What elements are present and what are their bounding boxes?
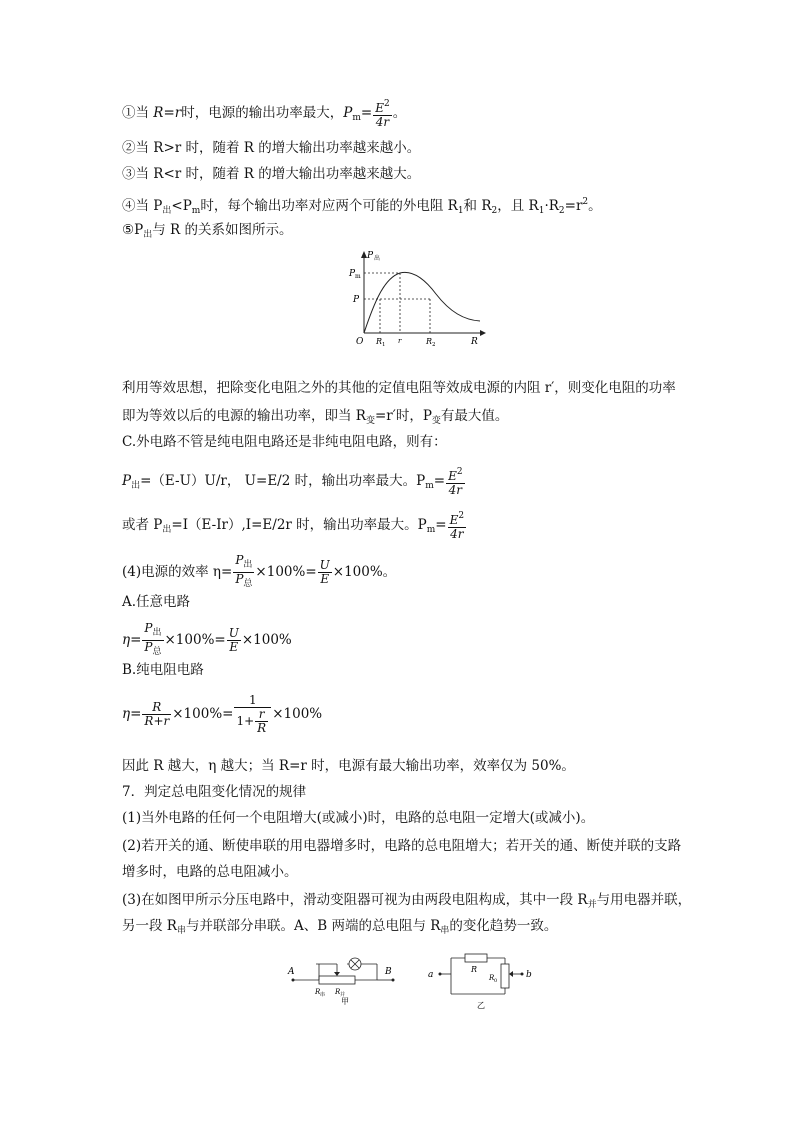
text: ，且 R	[497, 198, 539, 214]
subscript: 并	[587, 900, 597, 910]
formula-2	[122, 510, 467, 541]
denominator: R	[257, 721, 267, 735]
text: η=	[122, 706, 142, 722]
subscript: 出	[162, 525, 172, 535]
r-series-label: R	[315, 988, 321, 996]
subscript: m	[352, 113, 361, 123]
numerator: E	[375, 101, 384, 115]
subscript: 串	[440, 926, 450, 936]
section-b: B.纯电阻电路	[122, 662, 204, 678]
text: =	[433, 473, 446, 489]
r2-label: R	[426, 337, 433, 346]
r1-label: R	[376, 337, 383, 346]
numerator: E	[449, 513, 459, 527]
text: =r′时，P	[374, 408, 432, 424]
subscript: 出	[143, 230, 153, 240]
text: ×100%=	[255, 564, 317, 580]
var-R: R	[153, 105, 164, 121]
power-resistance-graph	[340, 248, 490, 348]
denominator: E	[320, 572, 330, 586]
numerator: P	[144, 621, 153, 635]
text: 与用电器并联，	[596, 892, 692, 908]
resistor-R	[465, 954, 487, 962]
terminal-B	[392, 979, 395, 982]
subscript: 2	[491, 206, 498, 216]
text: =I（E-Ir）,I=E/2r 时，输出功率最大。P	[171, 517, 427, 533]
r-parallel-label: R	[335, 988, 341, 996]
numerator: P	[235, 553, 244, 567]
subscript: 出	[131, 481, 141, 491]
power-curve	[364, 272, 480, 333]
text: ⑤P	[122, 222, 144, 238]
denominator: P	[235, 572, 244, 586]
formula-1	[122, 466, 466, 497]
fraction	[227, 627, 241, 654]
var-P: P	[122, 473, 132, 489]
item-4	[122, 192, 602, 221]
numerator: E	[448, 469, 457, 483]
text: ×100%	[272, 706, 323, 722]
slider-arrow	[509, 971, 513, 977]
var-P: P	[343, 105, 353, 121]
rheostat-R0-sub: 0	[494, 978, 498, 984]
subscript: 1	[538, 206, 545, 216]
text: =	[163, 105, 175, 121]
text: ×100%	[241, 632, 292, 648]
subscript: m	[425, 481, 434, 491]
text: ×100%。	[332, 564, 397, 580]
circuit-yi	[425, 952, 540, 1012]
text: 。	[392, 105, 407, 121]
section-a: A.任意电路	[122, 594, 191, 610]
terminal-b-label: b	[526, 970, 532, 980]
text: 时，每个输出功率对应两个可能的外电阻 R	[200, 198, 458, 214]
subscript: 出	[243, 560, 253, 570]
subscript: 总	[152, 647, 162, 657]
y-axis-label: P	[367, 251, 374, 261]
fraction	[448, 510, 467, 541]
para1-line1: 利用等效思想，把除变化电阻之外的其他的定值电阻等效成电源的内阻 r′，则变化电阻的功率	[122, 380, 676, 396]
text: 即为等效以后的电源的输出功率，即当 R	[122, 408, 366, 424]
rheostat-R0-label: R	[489, 974, 495, 982]
fraction	[446, 466, 465, 497]
subscript: 变	[431, 416, 441, 426]
efficiency-formula	[122, 554, 396, 591]
item-3: ③当 R<r 时，随着 R 的增大输出功率越来越大。	[122, 166, 421, 182]
subscript: 出	[162, 206, 172, 216]
x-axis-arrow	[480, 330, 486, 336]
p-label: P	[353, 295, 360, 305]
text: =	[360, 105, 373, 121]
rule7-title: 7．判定总电阻变化情况的规律	[122, 784, 307, 800]
text: η=	[122, 632, 142, 648]
superscript: 2	[456, 467, 463, 477]
subscript: 串	[176, 926, 186, 936]
text: =	[435, 517, 447, 533]
text: 与并联部分串联。A、B 两端的总电阻与 R	[185, 918, 441, 934]
numerator: U	[319, 558, 330, 572]
denominator: E	[229, 640, 239, 654]
subscript: 出	[152, 628, 162, 638]
efficiency-any-circuit	[122, 622, 292, 659]
nested-fraction	[255, 708, 268, 735]
text: 有最大值。	[440, 408, 509, 424]
text: 与 R 的关系如图所示。	[152, 222, 293, 238]
para1-line2	[122, 406, 508, 431]
text: 的变化趋势一致。	[449, 918, 558, 934]
terminal-a-label: a	[428, 970, 434, 980]
rule7-p2a: (2)若开关的通、断使串联的用电器增多时，电路的总电阻增大；若开关的通、断使并联的支路	[122, 838, 682, 854]
terminal-A-label: A	[288, 967, 295, 977]
caption-yi: 乙	[477, 1001, 485, 1010]
rule7-p3a	[122, 890, 691, 915]
item-2: ②当 R>r 时，随着 R 的增大输出功率越来越小。	[122, 140, 421, 156]
text: (4)电源的效率 η=	[122, 564, 233, 580]
circuit-jia	[285, 952, 405, 1010]
origin-label: O	[356, 337, 364, 347]
terminal-b	[521, 973, 524, 976]
item-5	[122, 220, 292, 245]
text: 或者 P	[122, 517, 163, 533]
r2-label-sub: 2	[432, 342, 436, 348]
var-r: r	[174, 105, 182, 121]
superscript: 2	[383, 99, 390, 109]
text: 。	[588, 198, 602, 214]
section-c: C.外电路不管是纯电阻电路还是非纯电阻电路，则有：	[122, 434, 447, 450]
subscript: 变	[365, 416, 375, 426]
denominator: P	[144, 640, 153, 654]
text: ×100%=	[172, 706, 234, 722]
text: <P	[171, 198, 192, 214]
subscript: 1	[457, 206, 464, 216]
text: ·R	[544, 198, 559, 214]
text: 和 R	[463, 198, 492, 214]
rule7-p3b	[122, 916, 557, 941]
rheostat	[319, 976, 355, 984]
denominator: 4r	[375, 115, 390, 129]
text: 另一段 R	[122, 918, 177, 934]
subscript: 总	[243, 579, 253, 589]
numerator: 1	[234, 694, 271, 708]
text: ④当 P	[122, 198, 163, 214]
pm-label-sub: m	[355, 273, 361, 280]
text: ×100%=	[164, 632, 226, 648]
fraction	[142, 622, 163, 659]
r-label: r	[398, 337, 402, 345]
subscript: m	[191, 206, 201, 216]
conclusion: 因此 R 越大，η 越大；当 R=r 时，电源有最大输出功率，效率仅为 50%。	[122, 758, 575, 774]
fraction	[233, 554, 254, 591]
text: =r	[564, 198, 583, 214]
slider-arrow	[334, 972, 340, 976]
r-series-sub: 串	[320, 992, 326, 998]
numerator: r	[258, 707, 265, 721]
text: =（E-U）U/r， U=E/2 时，输出功率最大。P	[140, 473, 426, 489]
superscript: 2	[582, 197, 589, 207]
rule7-p1: (1)当外电路的任何一个电阻增大(或减小)时，电路的总电阻一定增大(或减小)。	[122, 810, 595, 826]
fraction	[373, 98, 392, 129]
y-axis-label-sub: 出	[374, 255, 381, 262]
caption-jia: 甲	[341, 997, 349, 1006]
subscript: 2	[558, 206, 565, 216]
text: (3)在如图甲所示分压电路中，滑动变阻器可视为由两段电阻构成，其中一段 R	[122, 892, 588, 908]
numerator: U	[228, 626, 239, 640]
denominator-text: 1+	[236, 714, 255, 728]
fraction	[234, 694, 271, 735]
terminal-B-label: B	[385, 967, 392, 977]
denominator: 4r	[448, 483, 462, 497]
resistor-R-label: R	[471, 965, 478, 974]
r1-label-sub: 1	[382, 342, 386, 348]
text: ①当	[122, 105, 154, 121]
rule7-p2b: 增多时，电路的总电阻减小。	[122, 864, 298, 880]
rheostat-R0	[501, 964, 509, 988]
numerator: R	[152, 700, 162, 714]
denominator: R+r	[144, 714, 170, 728]
efficiency-pure-resistance	[122, 694, 322, 735]
subscript: m	[426, 525, 436, 535]
r-parallel-sub: 并	[340, 992, 346, 998]
fraction	[318, 559, 332, 586]
superscript: 2	[458, 511, 465, 521]
text: 时，电源的输出功率最大，	[181, 105, 344, 121]
item-1	[122, 98, 406, 129]
pm-label: P	[349, 269, 356, 279]
x-axis-label: R	[471, 337, 478, 347]
fraction	[142, 701, 171, 728]
denominator: 4r	[450, 527, 464, 541]
